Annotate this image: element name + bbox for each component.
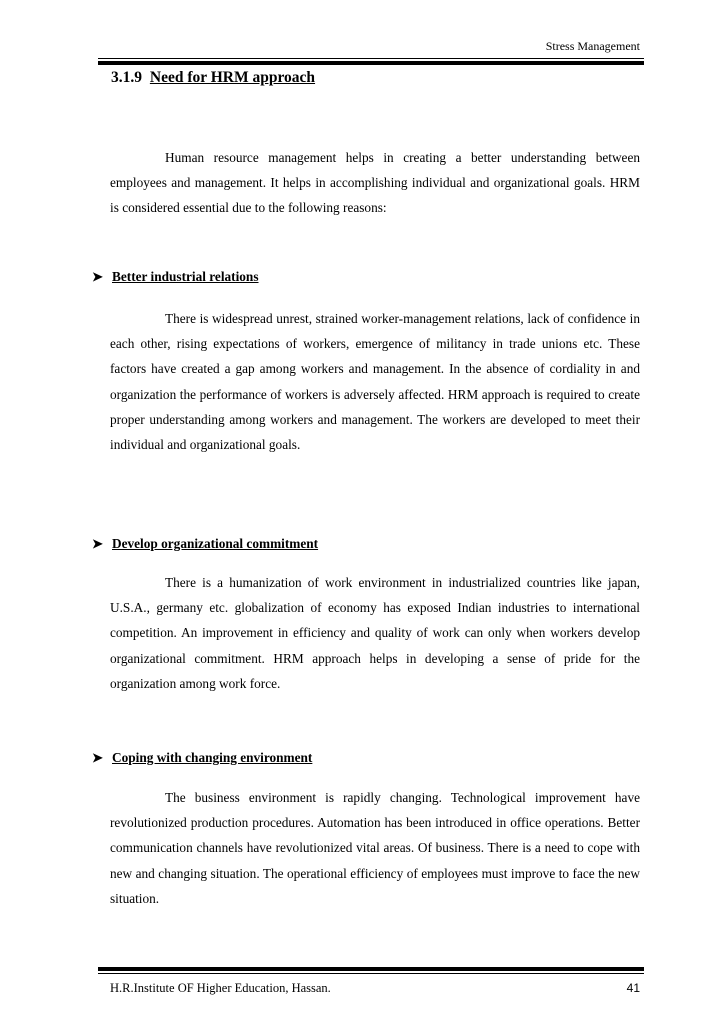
bullet-heading-organizational-commitment: ➤ Develop organizational commitment [92,536,319,551]
intro-paragraph: Human resource management helps in creating a better understanding between employees and management. It helps in accomplishing individual and organizational goals. HRM is considered essential due to the following reasons: [110,150,640,216]
bullet-heading-changing-environment: ➤ Coping with changing environment [92,750,313,765]
section-number: 3.1.9 [111,69,142,86]
page-number: 41 [626,981,640,995]
section-heading [111,69,315,87]
footer-institution: H.R.Institute OF Higher Education, Hassan. [110,981,331,995]
industrial-relations-paragraph: There is widespread unrest, strained worker-management relations, lack of confidence in each other, rising expectations of workers, emergence of militancy in trade unions etc. These factors have created a gap among workers and management. In the absence of cordiality in and organization the performance of workers is adversely affected. HRM approach is required to create proper understanding among workers and management. The workers are developed to meet their individual and organizational goals. [110,311,640,453]
arrowhead-bullet-icon: ➤ [92,750,103,765]
arrowhead-bullet-icon: ➤ [92,536,103,551]
bullet-heading-industrial-relations: ➤ Better industrial relations [92,269,259,284]
header-rule [98,58,644,65]
section-title: Need for HRM approach [149,69,316,86]
footer-rule [98,967,644,974]
running-header: Stress Management [545,39,640,53]
changing-environment-paragraph: The business environment is rapidly changing. Technological improvement have revolutionized production procedures. Automation has been introduced in office operations. Better communication channels have revolutionized vital areas. Of business. There is a need to cope with new and changing situation. The operational efficiency of employees must improve to face the new situation. [110,790,640,906]
organizational-commitment-paragraph: There is a humanization of work environment in industrialized countries like japan, U.S.A., germany etc. globalization of economy has exposed Indian industries to international competition. An improvement in efficiency and quality of work can only when workers develop organizational commitment. HRM approach helps in developing a sense of pride for the organization among work force. [110,575,640,691]
arrowhead-bullet-icon: ➤ [92,269,103,284]
